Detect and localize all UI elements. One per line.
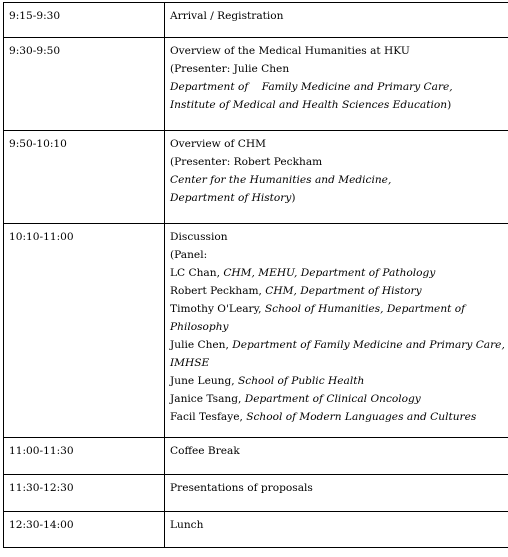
panel-member-name: Janice Tsang, [170, 393, 245, 405]
time-text: 10:10-11:00 [9, 231, 74, 243]
table-row [4, 512, 508, 548]
panel-member [170, 264, 508, 282]
affiliation-text: Department of Family Medicine and Primary Care, [170, 81, 453, 93]
event-title: Discussion [170, 231, 228, 243]
event-title: Overview of the Medical Humanities at HKU [170, 45, 410, 57]
affiliation-line [170, 171, 508, 189]
event-title: Arrival / Registration [170, 10, 284, 22]
table-row [4, 475, 508, 512]
presenter-text: (Presenter: Julie Chen [170, 63, 290, 75]
panel-member [170, 372, 508, 390]
event-cell [165, 512, 508, 548]
panel-member-name: Timothy O'Leary, [170, 303, 265, 315]
time-cell [4, 38, 165, 131]
event-cell [165, 38, 508, 131]
panel-member-affiliation: School of Modern Languages and Cultures [246, 411, 477, 423]
time-text: 11:00-11:30 [9, 445, 74, 457]
panel-member-affiliation: CHM, Department of History [265, 285, 422, 297]
time-text: 12:30-14:00 [9, 519, 74, 531]
time-cell [4, 512, 165, 548]
schedule-table [3, 2, 508, 548]
time-text: 9:50-10:10 [9, 138, 67, 150]
table-row [4, 224, 508, 438]
time-text: 9:30-9:50 [9, 45, 61, 57]
time-cell [4, 438, 165, 475]
event-cell [165, 475, 508, 512]
panel-member-name: Julie Chen, [170, 339, 233, 351]
panel-member [170, 300, 508, 336]
panel-member-affiliation: Department of Clinical Oncology [244, 393, 421, 405]
event-title: Lunch [170, 519, 204, 531]
affiliation-line [170, 189, 508, 207]
table-row [4, 3, 508, 38]
panel-member [170, 390, 508, 408]
panel-member-name: Robert Peckham, [170, 285, 266, 297]
panel-member-name: LC Chan, [170, 267, 224, 279]
affiliation-text: Department of History [170, 192, 292, 204]
time-text: 11:30-12:30 [9, 482, 74, 494]
closing-paren: ) [291, 192, 296, 204]
event-title: Coffee Break [170, 445, 240, 457]
time-text: 9:15-9:30 [9, 10, 61, 22]
panel-member-affiliation: CHM, MEHU, Department of Pathology [223, 267, 436, 279]
event-title: Overview of CHM [170, 138, 266, 150]
panel-member [170, 282, 508, 300]
event-cell [165, 3, 508, 38]
event-cell [165, 131, 508, 224]
table-row [4, 131, 508, 224]
panel-member-affiliation: School of Public Health [238, 375, 365, 387]
time-cell [4, 224, 165, 438]
event-cell [165, 224, 508, 438]
panel-member [170, 408, 508, 426]
event-cell [165, 438, 508, 475]
affiliation-line [170, 96, 508, 114]
time-cell [4, 131, 165, 224]
panel-member-name: June Leung, [170, 375, 238, 387]
time-cell [4, 475, 165, 512]
panel-member [170, 336, 508, 372]
presenter-text: (Presenter: Robert Peckham [170, 156, 323, 168]
closing-paren: ) [447, 99, 452, 111]
affiliation-line [170, 78, 508, 96]
panel-label: (Panel: [170, 249, 208, 261]
affiliation-text: Institute of Medical and Health Sciences Education [170, 99, 448, 111]
panel-member-affiliation: School of Humanities, Department of Philosophy [170, 303, 466, 333]
time-cell [4, 3, 165, 38]
table-row [4, 438, 508, 475]
panel-member-affiliation: Department of Family Medicine and Primary Care, IMHSE [170, 339, 505, 369]
affiliation-text: Center for the Humanities and Medicine, [170, 174, 392, 186]
event-title: Presentations of proposals [170, 482, 313, 494]
table-row [4, 38, 508, 131]
panel-member-name: Facil Tesfaye, [170, 411, 247, 423]
